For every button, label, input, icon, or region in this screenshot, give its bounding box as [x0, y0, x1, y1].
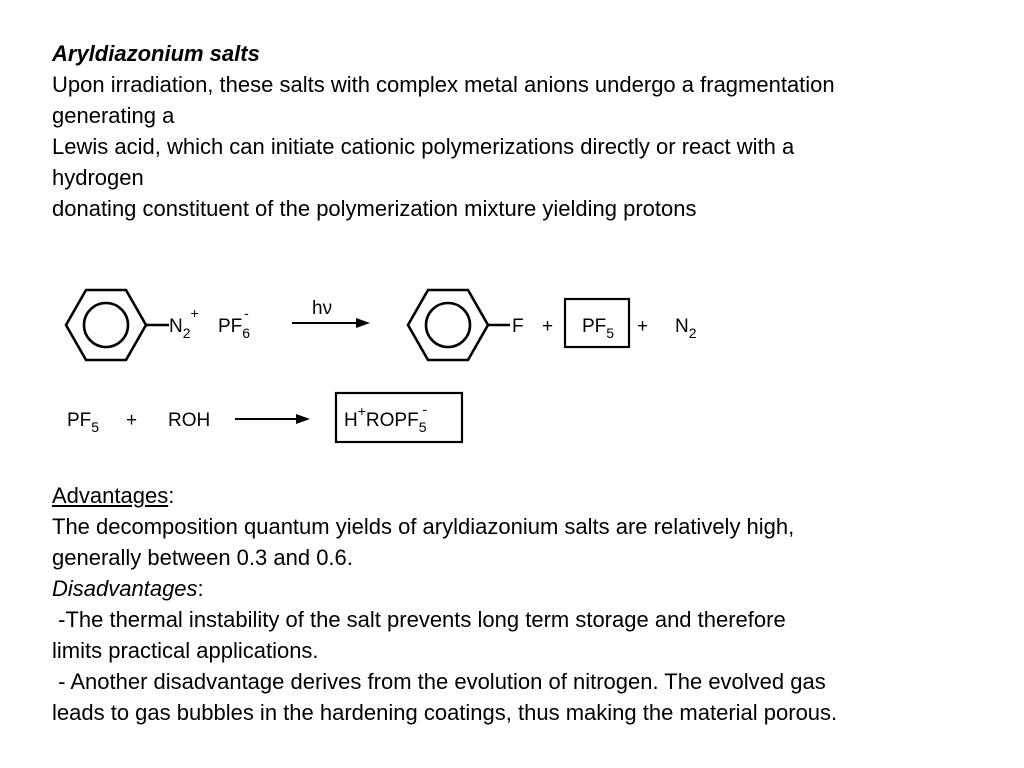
plus-sign-2: +	[637, 316, 649, 337]
intro-line-4: hydrogen	[52, 165, 144, 190]
advantages-label: Advantages	[52, 483, 169, 508]
advantages-line-1: The decomposition quantum yields of aryldiazonium salts are relatively high,	[52, 514, 795, 539]
alcohol-roh: ROH	[168, 410, 211, 431]
disadvantages-line-2: limits practical applications.	[52, 638, 319, 663]
boxed-pf5: $PF_5$	[582, 316, 615, 341]
pf5-reactant: $PF_5$	[67, 410, 100, 435]
intro-line-3: Lewis acid, which can initiate cationic polymerizations directly or react with a	[52, 134, 795, 159]
plus-sign-3: +	[126, 410, 138, 431]
disadvantages-line-3: - Another disadvantage derives from the evolution of nitrogen. The evolved gas	[52, 669, 826, 694]
hexafluorophosphate-anion: $PF_6-$	[218, 305, 251, 341]
intro-line-5: donating constituent of the polymerization mixture yielding protons	[52, 196, 697, 221]
plus-sign-1: +	[542, 316, 554, 337]
protonic-acid-product: $H^+ROPF_5-$	[344, 401, 428, 435]
benzene-ring-reactant	[66, 290, 146, 360]
reaction-scheme	[0, 270, 1024, 470]
advantages-heading	[52, 480, 174, 511]
advantages-line-2: generally between 0.3 and 0.6.	[52, 545, 353, 570]
fluoro-group: F	[512, 316, 524, 337]
disadvantages-label: Disadvantages	[52, 576, 198, 601]
intro-line-1: Upon irradiation, these salts with complex metal anions undergo a fragmentation	[52, 72, 835, 97]
advantages-colon: :	[168, 483, 175, 508]
disadvantages-line-4: leads to gas bubbles in the hardening coatings, thus making the material porous.	[52, 700, 838, 725]
benzene-ring-product	[408, 290, 488, 360]
intro-line-2: generating a	[52, 103, 175, 128]
reaction-arrow-1	[292, 318, 370, 328]
slide-title: Aryldiazonium salts	[52, 41, 260, 66]
diazonium-group: $N_2^+$	[169, 305, 199, 341]
disadvantages-line-1: -The thermal instability of the salt prevents long term storage and therefore	[52, 607, 786, 632]
arrow-label-hv: hν	[312, 298, 333, 319]
reaction-arrow-2	[235, 414, 310, 424]
disadvantages-heading	[52, 573, 204, 604]
nitrogen-gas: $N_2$	[675, 316, 697, 341]
disadvantages-colon: :	[197, 576, 204, 601]
